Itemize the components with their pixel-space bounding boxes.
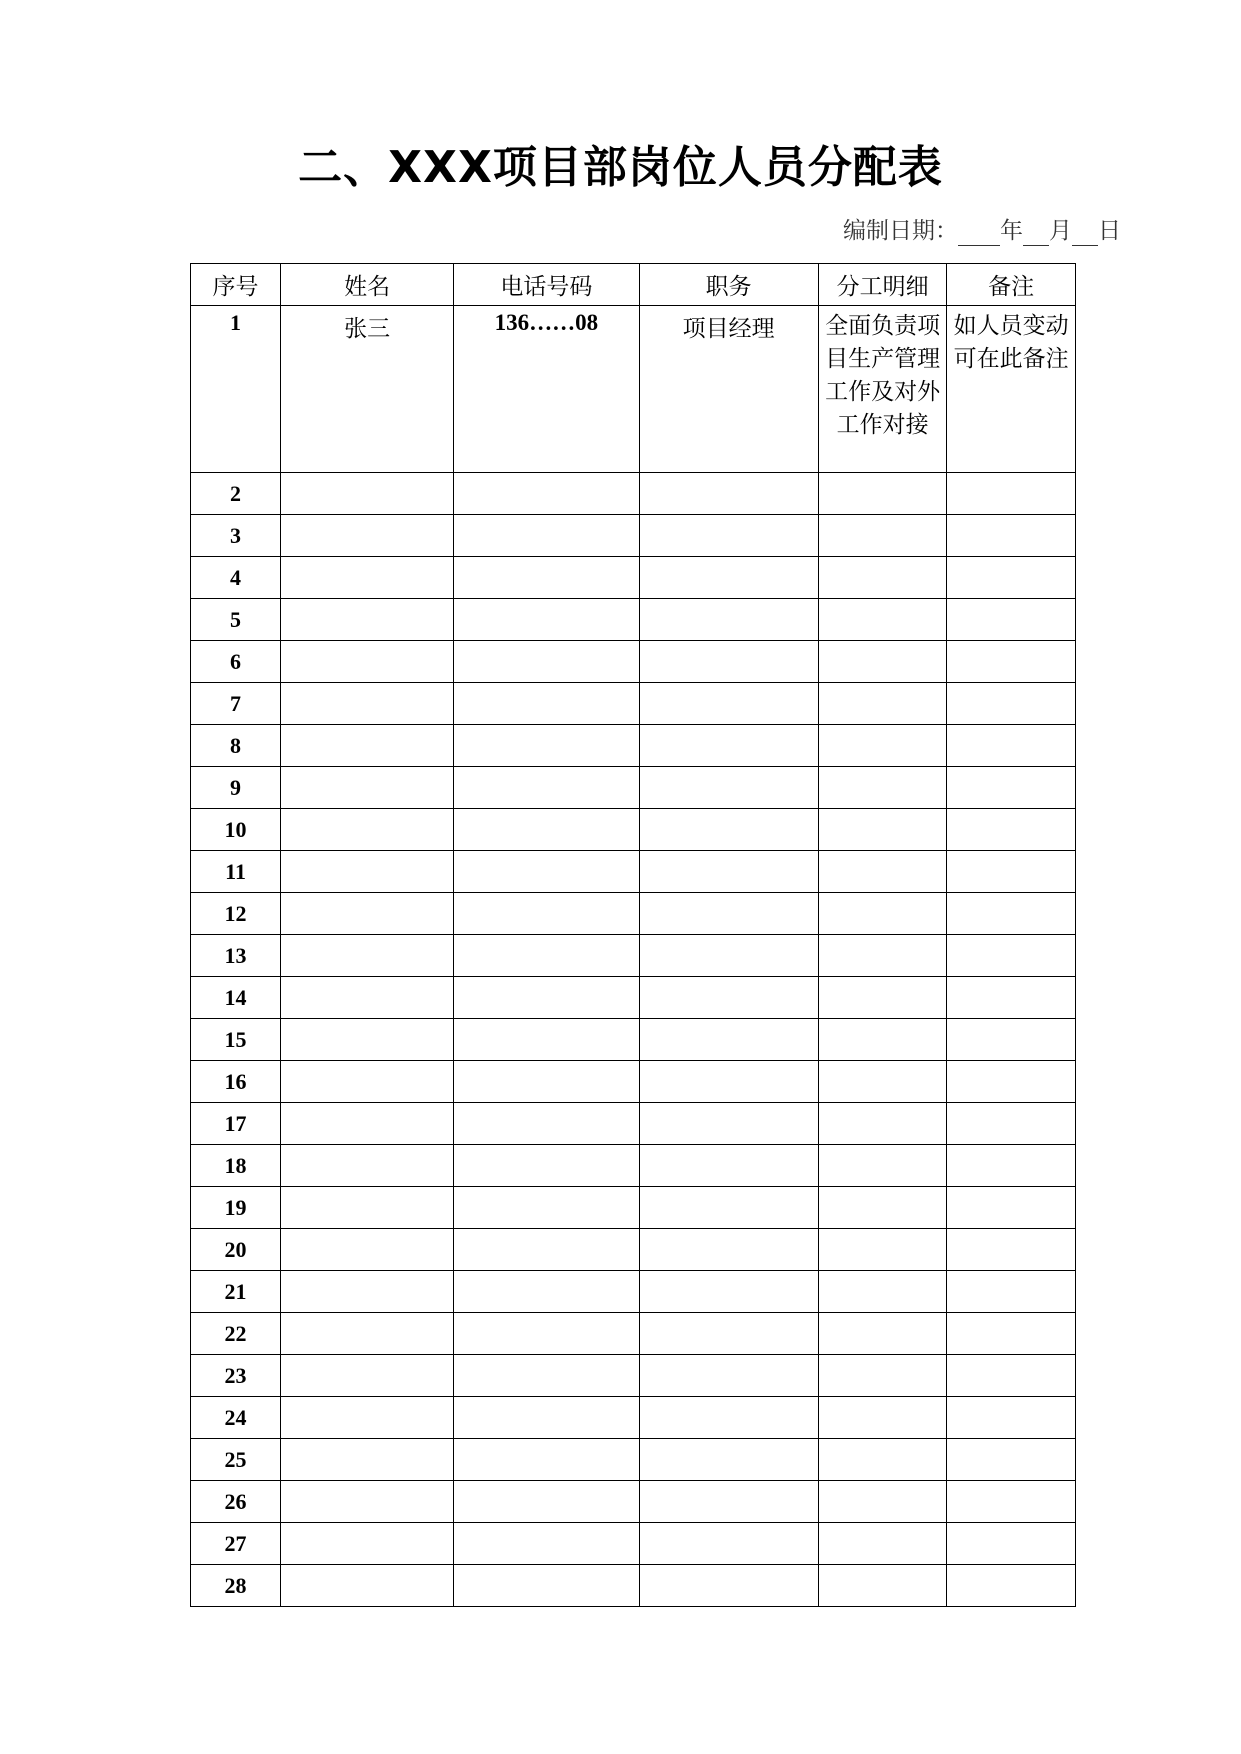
- row-number: 7: [191, 683, 281, 725]
- table-row: [191, 599, 1076, 641]
- position-cell[interactable]: [639, 893, 818, 935]
- position-cell[interactable]: [639, 1061, 818, 1103]
- name-cell[interactable]: [281, 1229, 454, 1271]
- remark-cell[interactable]: [947, 1355, 1076, 1397]
- position-cell[interactable]: [639, 1565, 818, 1607]
- row-number: 11: [191, 851, 281, 893]
- duty-cell[interactable]: [818, 1355, 947, 1397]
- duty-cell[interactable]: [818, 1103, 947, 1145]
- name-cell[interactable]: [281, 1313, 454, 1355]
- name-cell[interactable]: [281, 725, 454, 767]
- table-row: [191, 683, 1076, 725]
- year-blank[interactable]: [958, 223, 1000, 246]
- table-row: [191, 557, 1076, 599]
- remark-cell[interactable]: [947, 725, 1076, 767]
- duty-cell[interactable]: [818, 1523, 947, 1565]
- duty-cell[interactable]: [818, 473, 947, 515]
- header-remark: 备注: [947, 264, 1076, 306]
- name-cell[interactable]: [281, 1523, 454, 1565]
- table-row: [191, 1397, 1076, 1439]
- compile-date-label: 编制日期：: [843, 218, 958, 244]
- name-cell[interactable]: [281, 683, 454, 725]
- table-row: [191, 1523, 1076, 1565]
- month-label: 月: [1049, 218, 1072, 244]
- row-number: 9: [191, 767, 281, 809]
- duty-cell[interactable]: 全面负责项目生产管理工作及对外工作对接: [818, 306, 947, 473]
- phone-cell[interactable]: [454, 1019, 639, 1061]
- table-row: [191, 1229, 1076, 1271]
- remark-cell[interactable]: [947, 977, 1076, 1019]
- row-number: 25: [191, 1439, 281, 1481]
- name-cell[interactable]: [281, 1061, 454, 1103]
- name-cell[interactable]: [281, 1439, 454, 1481]
- duty-cell[interactable]: [818, 977, 947, 1019]
- position-cell[interactable]: [639, 1481, 818, 1523]
- phone-cell[interactable]: [454, 851, 639, 893]
- duty-cell[interactable]: [818, 1481, 947, 1523]
- remark-cell[interactable]: [947, 473, 1076, 515]
- phone-cell[interactable]: [454, 557, 639, 599]
- row-number: 1: [191, 306, 281, 473]
- table-row: [191, 473, 1076, 515]
- duty-cell[interactable]: [818, 767, 947, 809]
- position-cell[interactable]: [639, 1439, 818, 1481]
- remark-cell[interactable]: [947, 641, 1076, 683]
- remark-cell[interactable]: [947, 1271, 1076, 1313]
- row-number: 16: [191, 1061, 281, 1103]
- duty-cell[interactable]: [818, 935, 947, 977]
- duty-cell[interactable]: [818, 641, 947, 683]
- row-number: 24: [191, 1397, 281, 1439]
- name-cell[interactable]: [281, 851, 454, 893]
- duty-cell[interactable]: [818, 1019, 947, 1061]
- table-row: [191, 1061, 1076, 1103]
- position-cell[interactable]: [639, 515, 818, 557]
- remark-cell[interactable]: [947, 515, 1076, 557]
- position-cell[interactable]: [639, 767, 818, 809]
- row-number: 21: [191, 1271, 281, 1313]
- remark-cell[interactable]: [947, 851, 1076, 893]
- name-cell[interactable]: [281, 599, 454, 641]
- remark-cell[interactable]: [947, 599, 1076, 641]
- row-number: 28: [191, 1565, 281, 1607]
- row-number: 2: [191, 473, 281, 515]
- day-blank[interactable]: [1072, 223, 1098, 246]
- remark-cell[interactable]: [947, 1103, 1076, 1145]
- name-cell[interactable]: [281, 935, 454, 977]
- position-cell[interactable]: [639, 1145, 818, 1187]
- table-row: [191, 1565, 1076, 1607]
- remark-cell[interactable]: [947, 893, 1076, 935]
- phone-cell[interactable]: [454, 683, 639, 725]
- position-cell[interactable]: [639, 809, 818, 851]
- row-number: 13: [191, 935, 281, 977]
- phone-cell[interactable]: [454, 809, 639, 851]
- header-phone: 电话号码: [454, 264, 639, 306]
- name-cell[interactable]: [281, 767, 454, 809]
- remark-cell[interactable]: 如人员变动可在此备注: [947, 306, 1076, 473]
- row-number: 20: [191, 1229, 281, 1271]
- table-row: [191, 1439, 1076, 1481]
- table-row: [191, 893, 1076, 935]
- duty-cell[interactable]: [818, 599, 947, 641]
- phone-cell[interactable]: [454, 725, 639, 767]
- phone-cell[interactable]: [454, 1145, 639, 1187]
- position-cell[interactable]: [639, 557, 818, 599]
- table-header-row: [191, 264, 1076, 306]
- phone-cell[interactable]: [454, 1523, 639, 1565]
- table-row: [191, 306, 1076, 473]
- remark-cell[interactable]: [947, 767, 1076, 809]
- table-row: [191, 809, 1076, 851]
- duty-cell[interactable]: [818, 1061, 947, 1103]
- name-cell[interactable]: [281, 515, 454, 557]
- name-cell[interactable]: [281, 1019, 454, 1061]
- header-name: 姓名: [281, 264, 454, 306]
- name-cell[interactable]: 张三: [281, 306, 454, 473]
- table-row: [191, 725, 1076, 767]
- table-row: [191, 515, 1076, 557]
- remark-cell[interactable]: [947, 935, 1076, 977]
- phone-cell[interactable]: [454, 935, 639, 977]
- phone-cell[interactable]: [454, 1439, 639, 1481]
- position-cell[interactable]: [639, 1313, 818, 1355]
- duty-cell[interactable]: [818, 1187, 947, 1229]
- remark-cell[interactable]: [947, 1061, 1076, 1103]
- remark-cell[interactable]: [947, 1145, 1076, 1187]
- remark-cell[interactable]: [947, 1439, 1076, 1481]
- name-cell[interactable]: [281, 1103, 454, 1145]
- table-row: [191, 1145, 1076, 1187]
- phone-cell[interactable]: [454, 515, 639, 557]
- phone-cell[interactable]: [454, 977, 639, 1019]
- row-number: 18: [191, 1145, 281, 1187]
- remark-cell[interactable]: [947, 1187, 1076, 1229]
- row-number: 4: [191, 557, 281, 599]
- phone-cell[interactable]: [454, 1313, 639, 1355]
- duty-cell[interactable]: [818, 1565, 947, 1607]
- position-cell[interactable]: [639, 599, 818, 641]
- position-cell[interactable]: [639, 851, 818, 893]
- duty-cell[interactable]: [818, 683, 947, 725]
- row-number: 27: [191, 1523, 281, 1565]
- row-number: 15: [191, 1019, 281, 1061]
- phone-cell[interactable]: [454, 641, 639, 683]
- table-row: [191, 851, 1076, 893]
- phone-cell[interactable]: [454, 1481, 639, 1523]
- position-cell[interactable]: [639, 1187, 818, 1229]
- phone-cell[interactable]: [454, 1565, 639, 1607]
- table-row: [191, 1355, 1076, 1397]
- duty-cell[interactable]: [818, 1271, 947, 1313]
- name-cell[interactable]: [281, 1271, 454, 1313]
- remark-cell[interactable]: [947, 1481, 1076, 1523]
- name-cell[interactable]: [281, 1481, 454, 1523]
- position-cell[interactable]: [639, 935, 818, 977]
- row-number: 12: [191, 893, 281, 935]
- name-cell[interactable]: [281, 977, 454, 1019]
- position-cell[interactable]: [639, 473, 818, 515]
- remark-cell[interactable]: [947, 557, 1076, 599]
- remark-cell[interactable]: [947, 1313, 1076, 1355]
- row-number: 6: [191, 641, 281, 683]
- name-cell[interactable]: [281, 557, 454, 599]
- duty-cell[interactable]: [818, 1229, 947, 1271]
- duty-cell[interactable]: [818, 557, 947, 599]
- phone-cell[interactable]: [454, 1103, 639, 1145]
- table-row: [191, 1481, 1076, 1523]
- position-cell[interactable]: [639, 1271, 818, 1313]
- phone-cell[interactable]: [454, 1229, 639, 1271]
- duty-cell[interactable]: [818, 1145, 947, 1187]
- remark-cell[interactable]: [947, 1229, 1076, 1271]
- phone-cell[interactable]: [454, 473, 639, 515]
- page-title: 二、XXX项目部岗位人员分配表: [298, 142, 943, 193]
- remark-cell[interactable]: [947, 683, 1076, 725]
- table-row: [191, 935, 1076, 977]
- remark-cell[interactable]: [947, 1565, 1076, 1607]
- row-number: 8: [191, 725, 281, 767]
- position-cell[interactable]: [639, 1523, 818, 1565]
- row-number: 10: [191, 809, 281, 851]
- name-cell[interactable]: [281, 1145, 454, 1187]
- position-cell[interactable]: [639, 1355, 818, 1397]
- row-number: 22: [191, 1313, 281, 1355]
- table-row: [191, 977, 1076, 1019]
- position-cell[interactable]: [639, 641, 818, 683]
- position-cell[interactable]: [639, 1103, 818, 1145]
- remark-cell[interactable]: [947, 809, 1076, 851]
- row-number: 19: [191, 1187, 281, 1229]
- phone-cell[interactable]: [454, 893, 639, 935]
- duty-cell[interactable]: [818, 1313, 947, 1355]
- position-cell[interactable]: 项目经理: [639, 306, 818, 473]
- row-number: 26: [191, 1481, 281, 1523]
- phone-cell[interactable]: [454, 1271, 639, 1313]
- position-cell[interactable]: [639, 725, 818, 767]
- header-duty: 分工明细: [818, 264, 947, 306]
- row-number: 5: [191, 599, 281, 641]
- position-cell[interactable]: [639, 977, 818, 1019]
- name-cell[interactable]: [281, 473, 454, 515]
- day-label: 日: [1098, 218, 1121, 244]
- table-row: [191, 1271, 1076, 1313]
- row-number: 17: [191, 1103, 281, 1145]
- name-cell[interactable]: [281, 1565, 454, 1607]
- month-blank[interactable]: [1023, 223, 1049, 246]
- header-position: 职务: [639, 264, 818, 306]
- year-label: 年: [1000, 218, 1023, 244]
- name-cell[interactable]: [281, 1397, 454, 1439]
- phone-cell[interactable]: [454, 1061, 639, 1103]
- remark-cell[interactable]: [947, 1523, 1076, 1565]
- duty-cell[interactable]: [818, 725, 947, 767]
- phone-cell[interactable]: [454, 1187, 639, 1229]
- duty-cell[interactable]: [818, 515, 947, 557]
- remark-cell[interactable]: [947, 1397, 1076, 1439]
- name-cell[interactable]: [281, 1187, 454, 1229]
- duty-cell[interactable]: [818, 809, 947, 851]
- row-number: 3: [191, 515, 281, 557]
- phone-cell[interactable]: [454, 1355, 639, 1397]
- compile-date: [843, 216, 1121, 246]
- table-row: [191, 1103, 1076, 1145]
- position-cell[interactable]: [639, 683, 818, 725]
- table-row: [191, 1187, 1076, 1229]
- name-cell[interactable]: [281, 641, 454, 683]
- phone-cell[interactable]: [454, 767, 639, 809]
- staff-allocation-table: [190, 263, 1076, 1607]
- duty-cell[interactable]: [818, 1439, 947, 1481]
- phone-cell[interactable]: [454, 599, 639, 641]
- table-row: [191, 641, 1076, 683]
- table-row: [191, 1019, 1076, 1061]
- name-cell[interactable]: [281, 893, 454, 935]
- table-row: [191, 767, 1076, 809]
- position-cell[interactable]: [639, 1229, 818, 1271]
- remark-cell[interactable]: [947, 1019, 1076, 1061]
- row-number: 14: [191, 977, 281, 1019]
- header-no: 序号: [191, 264, 281, 306]
- table-row: [191, 1313, 1076, 1355]
- name-cell[interactable]: [281, 1355, 454, 1397]
- row-number: 23: [191, 1355, 281, 1397]
- position-cell[interactable]: [639, 1397, 818, 1439]
- duty-cell[interactable]: [818, 851, 947, 893]
- name-cell[interactable]: [281, 809, 454, 851]
- phone-cell[interactable]: [454, 1397, 639, 1439]
- duty-cell[interactable]: [818, 1397, 947, 1439]
- duty-cell[interactable]: [818, 893, 947, 935]
- phone-cell[interactable]: 136……08: [454, 306, 639, 473]
- position-cell[interactable]: [639, 1019, 818, 1061]
